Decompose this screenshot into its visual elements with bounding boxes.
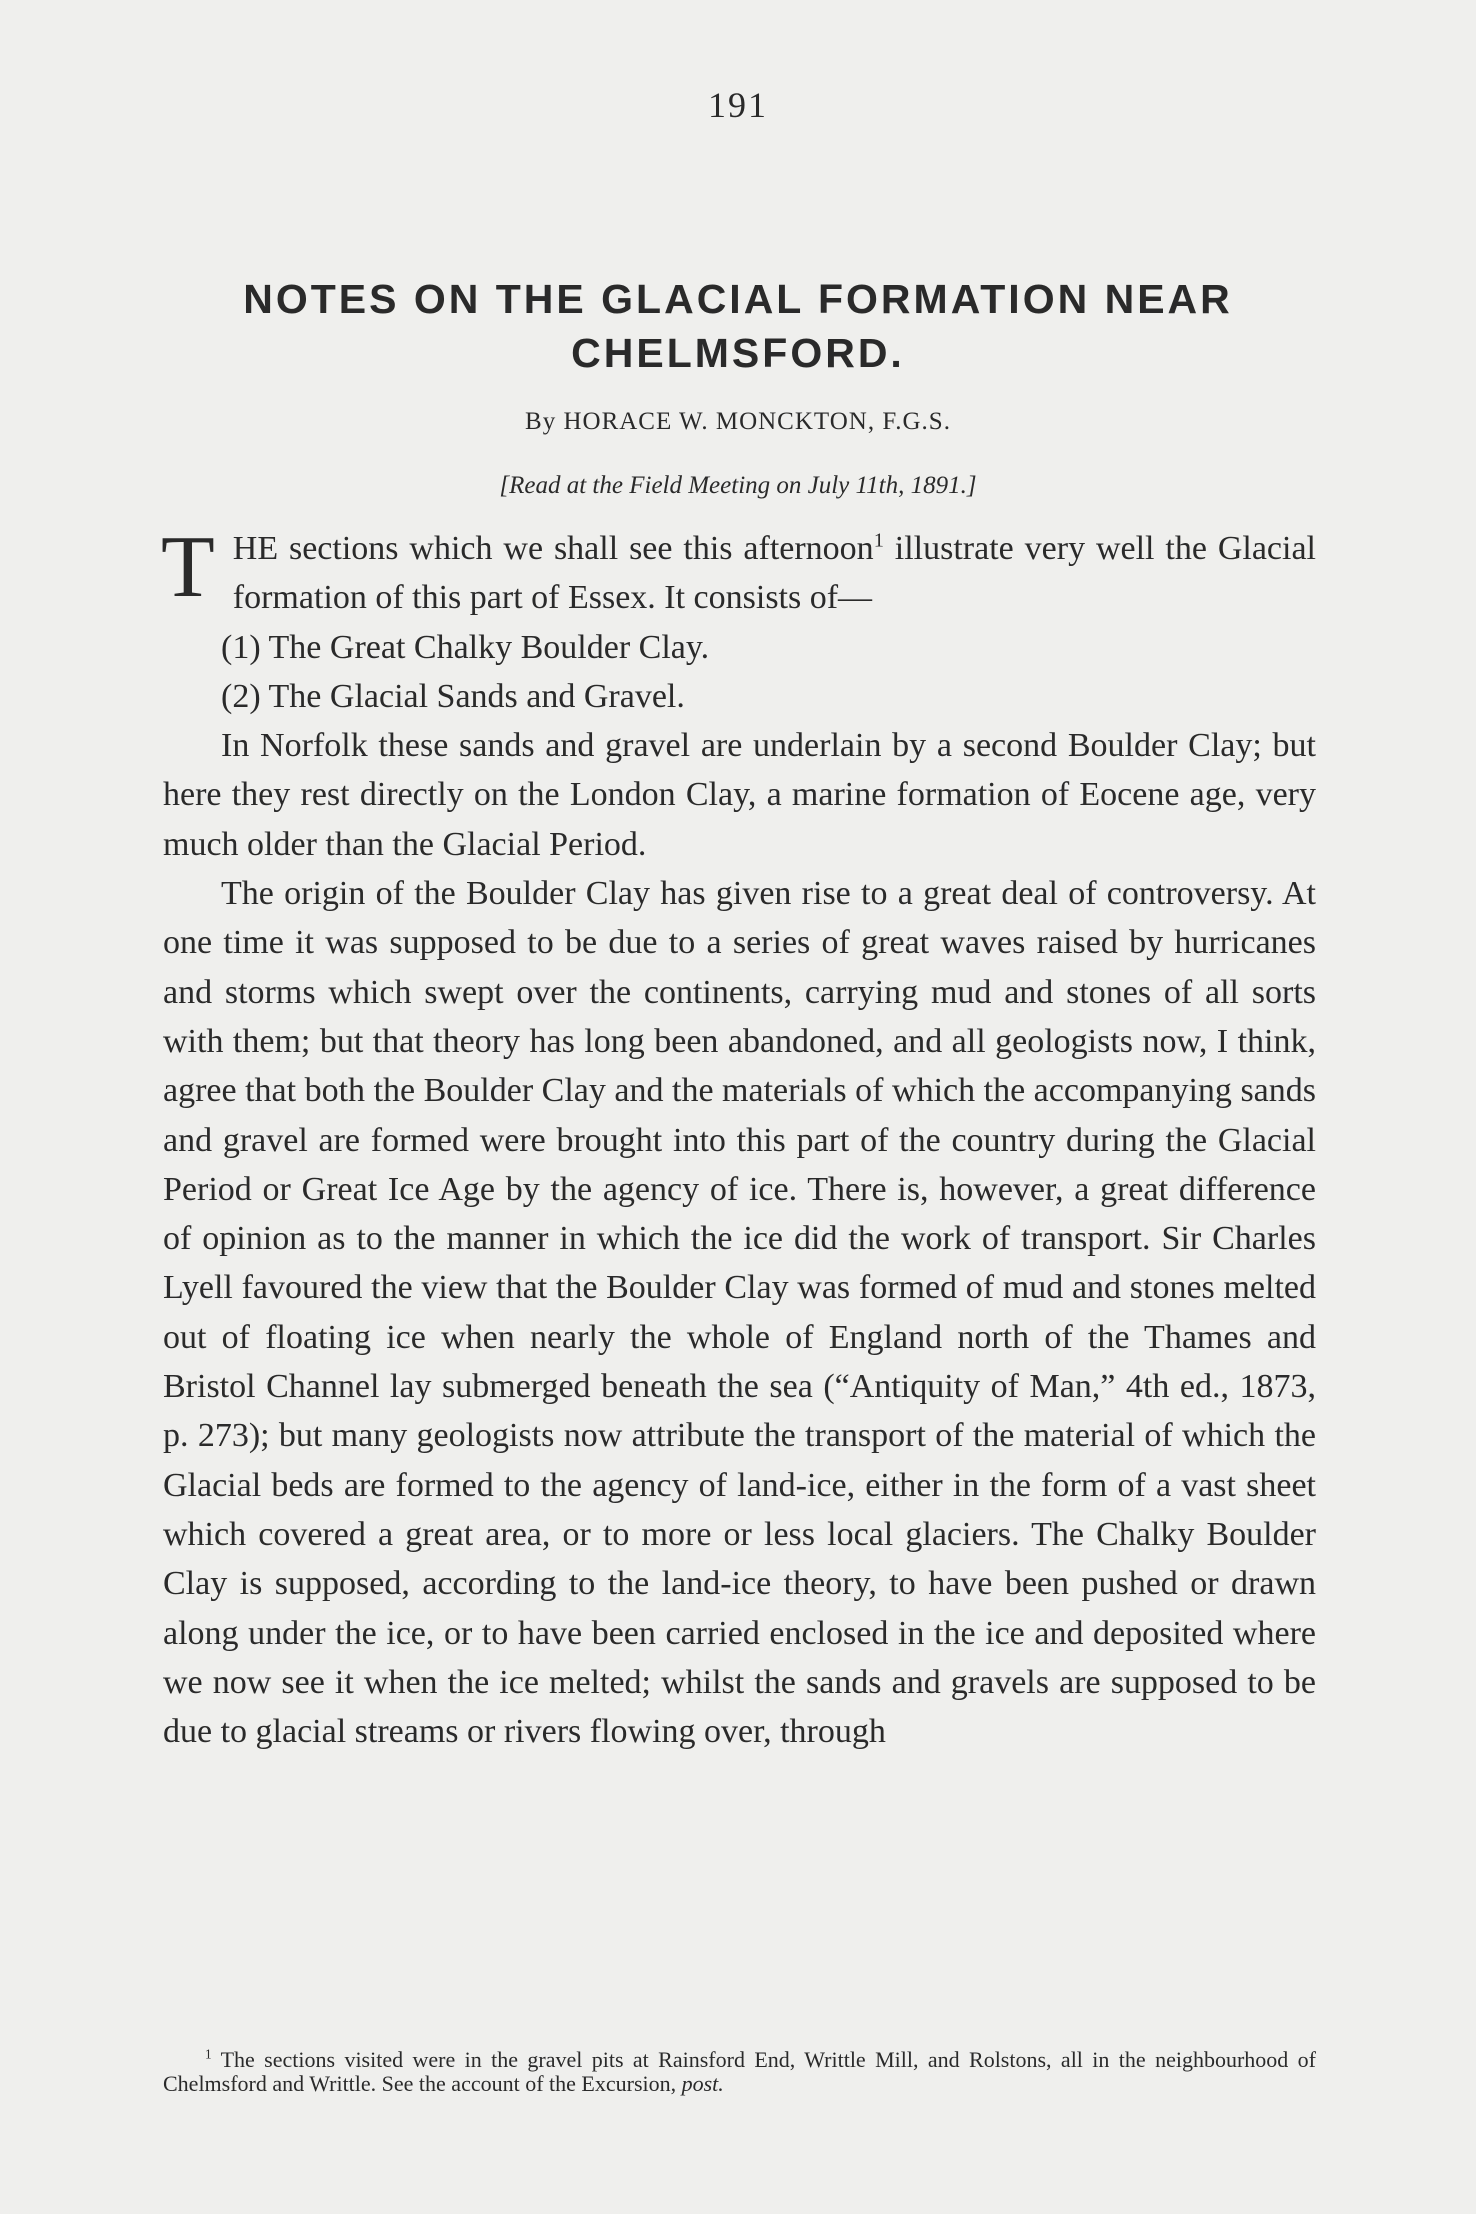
footnote-text: The sections visited were in the gravel pits at Rainsford End, Writtle Mill, and Rolstons, all in the neighbourhood of Chelmsford and Writtle. See the account of the Excursion, <box>163 2047 1316 2096</box>
author-byline: By HORACE W. MONCKTON, F.G.S. <box>525 408 951 435</box>
read-at-note: [Read at the Field Meeting on July 11th, 1891.] <box>499 472 977 499</box>
page-number: 191 <box>708 85 768 125</box>
intro-paragraph <box>161 519 1317 623</box>
paragraph: In Norfolk these sands and gravel are underlain by a second Boulder Clay; but here they rest directly on the London Clay, a marine formation of Eocene age, very much older than the Glacial Period. <box>163 727 1316 863</box>
paragraph: The origin of the Boulder Clay has given rise to a great deal of controversy. At one time it was supposed to be due to a series of great waves raised by hurricanes and storms which swept over the continents, carrying mud and stones of all sorts with them; but that theory has long been abandoned, and all geologists now, I think, agree that both the Boulder Clay and the materials of which the accompanying sands and gravel are formed were brought into this part of the country during the Glacial Period or Great Ice Age by the agency of ice. There is, however, a great difference of opinion as to the manner in which the ice did the work of transport. Sir Charles Lyell favoured the view that the Boulder Clay was formed of mud and stones melted out of floating ice when nearly the whole of England north of the Thames and Bristol Channel lay submerged beneath the sea (“Antiquity of Man,” 4th ed., 1873, p. 273); but many geologists now attribute the transport of the material of which the Glacial beds are formed to the agency of land-ice, either in the form of a vast sheet which covered a great area, or to more or less local glaciers. The Chalky Boulder Clay is supposed, according to the land-ice theory, to have been pushed or drawn along under the ice, or to have been carried enclosed in the ice and deposited where we now see it when the ice melted; whilst the sands and gravels are supposed to be due to glacial streams or rivers flowing over, through <box>163 875 1316 1751</box>
footnote-reference: 1 <box>873 529 884 552</box>
article-body <box>161 519 1317 1756</box>
footnote-marker: 1 <box>205 2046 212 2062</box>
list-item: (1) The Great Chalky Boulder Clay. <box>221 628 710 666</box>
intro-text-b: illustrate very well the Glacial formation of this part of Essex. It consists of— <box>232 530 1317 617</box>
footnote-italic: post. <box>681 2071 724 2096</box>
article-title: NOTES ON THE GLACIAL FORMATION NEAR CHELMSFORD. <box>243 276 1233 376</box>
footnote <box>163 2048 1316 2096</box>
intro-text-a: HE sections which we shall see this afternoon <box>232 530 874 567</box>
drop-cap: T <box>161 519 215 616</box>
list-item: (2) The Glacial Sands and Gravel. <box>221 677 685 715</box>
